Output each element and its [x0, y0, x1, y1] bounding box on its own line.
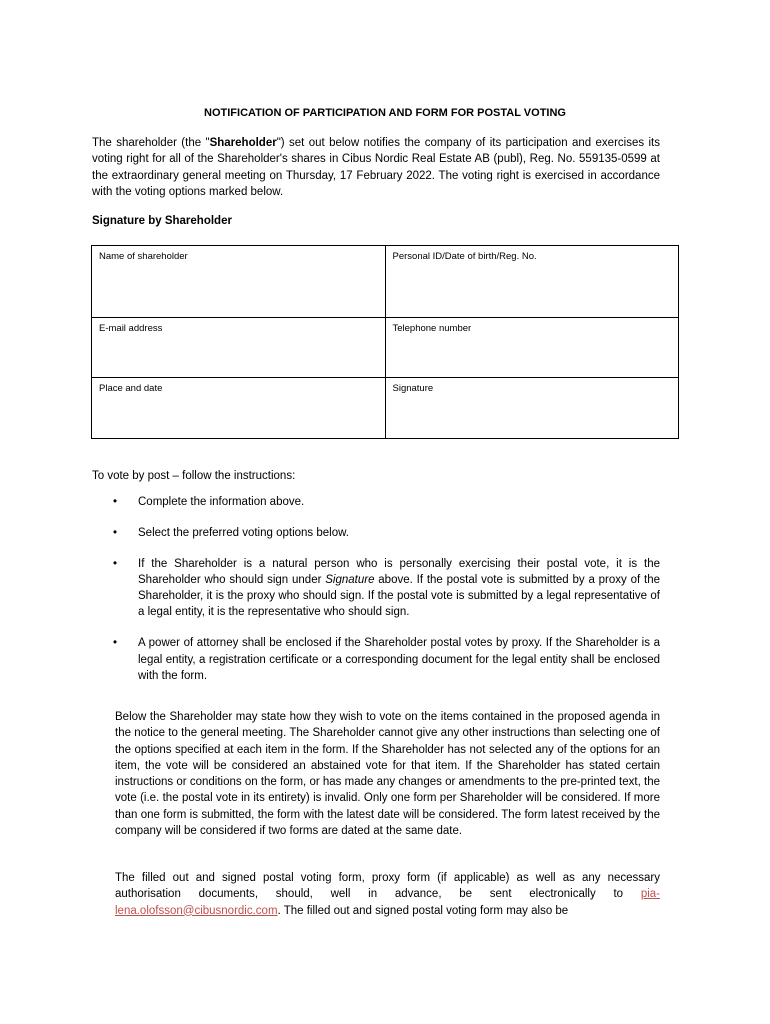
bullet-icon: • [113, 496, 118, 508]
place-and-date-label: Place and date [99, 383, 163, 394]
instructions-heading: To vote by post – follow the instructions: [92, 470, 296, 482]
submission-paragraph [115, 870, 660, 919]
personal-id-field[interactable] [385, 246, 679, 318]
submission-text-after: . The filled out and signed postal voting form may also be [277, 904, 569, 917]
intro-text-after: ") set out below notifies the company of its participation and exercises its voting right for all of the Shareholder's shares in Cibus Nordic Real Estate AB (publ), Reg. No. 559135-0599 at the extraordinary general meeting on Thursday, 17 February 2022. The voting right is exercised in accordance with the voting options marked below. [92, 137, 660, 198]
bullet-text: Complete the information above. [138, 496, 305, 508]
intro-text-bold: Shareholder [209, 137, 277, 149]
list-item [92, 494, 660, 510]
signature-table [91, 245, 679, 439]
bullet-text-before: If the Shareholder is a natural person who is personally exercising their postal vote, it is the Shareholder who should sign under [138, 557, 660, 586]
signature-label: Signature [392, 383, 434, 394]
list-item [92, 525, 660, 541]
name-of-shareholder-field[interactable] [92, 246, 386, 318]
name-of-shareholder-label: Name of shareholder [99, 251, 188, 262]
list-item [92, 556, 660, 621]
telephone-number-label: Telephone number [392, 323, 472, 334]
bullet-text-italic: Signature [325, 573, 375, 586]
personal-id-label: Personal ID/Date of birth/Reg. No. [392, 251, 537, 262]
place-and-date-field[interactable] [92, 378, 386, 439]
telephone-number-field[interactable] [385, 318, 679, 378]
list-item [92, 635, 660, 684]
email-address-label: E-mail address [99, 323, 163, 334]
submission-text-before: The filled out and signed postal voting form, proxy form (if applicable) as well as any necessary authorisation documents, should, well in advance, be sent electronically to [115, 872, 660, 901]
document-title: NOTIFICATION OF PARTICIPATION AND FORM FOR POSTAL VOTING [204, 107, 566, 119]
bullet-text-after: above. If the postal vote is submitted by a proxy of the Shareholder, it is the proxy who should sign. If the postal vote is submitted by a legal representative of a legal entity, it is the representative who should sign. [138, 573, 660, 619]
signature-heading: Signature by Shareholder [92, 215, 232, 227]
bullet-text: Select the preferred voting options below. [138, 526, 349, 539]
email-link[interactable]: pia-lena.olofsson@cibusnordic.com [115, 888, 660, 917]
voting-rules-paragraph: Below the Shareholder may state how they wish to vote on the items contained in the proposed agenda in the notice to the general meeting. The Shareholder cannot give any other instructions than selecting one of the options specified at each item in the form. If the Shareholder has not selected any of the options for an item, the vote will be considered an abstained vote for that item. If the Shareholder has stated certain instructions or conditions on the form, or has made any changes or amendments to the pre-printed text, the vote (i.e. the postal vote in its entirety) is invalid. Only one form per Shareholder will be considered. If more than one form is submitted, the form with the latest date will be considered. The form latest received by the company will be considered if two forms are dated at the same date. [115, 711, 660, 838]
signature-field[interactable] [385, 378, 679, 439]
email-address-field[interactable] [92, 318, 386, 378]
bullet-icon: • [113, 557, 118, 570]
bullet-icon: • [113, 526, 118, 539]
bullet-text: A power of attorney shall be enclosed if the Shareholder postal votes by proxy. If the Shareholder is a legal entity, a registration certificate or a corresponding document for the legal entity shall be enclosed with the form. [138, 637, 660, 682]
intro-paragraph [92, 135, 660, 200]
intro-text-before: The shareholder (the " [92, 137, 210, 149]
bullet-icon: • [113, 637, 118, 650]
instructions-list [92, 494, 660, 699]
